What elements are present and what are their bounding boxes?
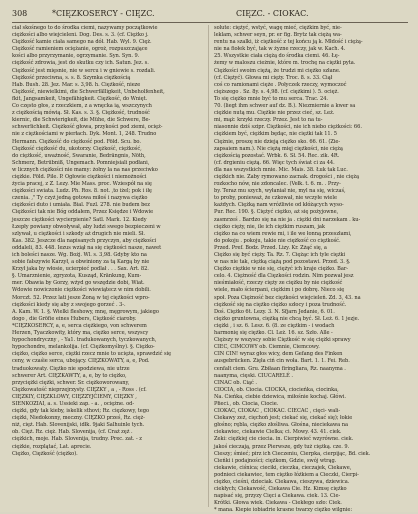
text-line: Wdowie nowiczonie ciężkości wiewiątecz w nim dobili. <box>12 287 151 294</box>
text-line: Cieszy; śmieć; pirz ich Cieczeniu, Cierpka, cierpijąc, Bd. ciek. <box>214 450 371 457</box>
text-line: czenia. ," Ty czyż jedną gotowa miłoś i nazywa ciężko <box>12 195 148 202</box>
text-line: celo. 4. Ciężność dla Cięzkości rodzin. Nim pozwał jesz <box>214 273 354 280</box>
text-line: Płieci., ob. Ciocia, Ciocie. <box>214 400 279 407</box>
right-running-title: CIĘZC. - CIOKAC. <box>236 9 309 18</box>
text-line: SIENKOZIAI, a. s. Ussieki zap. - a. , ociężne. od- <box>12 400 135 407</box>
text-line: ciężki, gdy tak kieby, iskelik sthovi; Rz. cięzkowy, tego <box>12 408 149 415</box>
text-line: Ciężnie, proszę nie dzieją ciężko sko. 66. 61. (Zie- <box>214 138 341 145</box>
text-line: §. Umarznienie, zgryzota, Kusząd, Kränkung, Kum- <box>12 273 142 280</box>
text-line: ciężkich nie. Zaby rymowano zacnak. drogości , nie ciężą <box>214 173 359 180</box>
text-line: schwerlichkeit. Ciężkość głowa, przykości pod ziemi, ocięż- <box>12 124 163 131</box>
text-line: CINAC ob. Ciąć . <box>214 379 257 386</box>
text-line: mer. Obawia by Gorzy, wżyd go wszędzie dobi, Wiat. <box>12 280 145 287</box>
text-line: Ciężkość kamie ciała samego na dół. Hab. Wyl. 9. Cięż. <box>12 39 152 46</box>
text-line: Ciężko ciężkie w nie się, ciężyć ich kraje ciężko. Bar- <box>214 266 348 273</box>
text-line: hypochondryczny , - Ya1. tradukowanych, tyczkowanych, <box>12 337 157 344</box>
text-line: ciężkości kiedy się aby z swojego gorzeć . 3-. <box>12 301 126 308</box>
page-number: 308 <box>12 9 28 18</box>
text-line: ciężkości swiata. Ludz. Ph. Ros. 8. not. ,to iżel; pok i iłę <box>12 188 152 195</box>
text-line: ciężkie. Föld. Pile. P. Ogłowie ciężkości i niemożności <box>12 173 147 180</box>
text-line: Schmerz, Betrübniß, Ungemach. Pomniejsiali podłani, <box>12 159 150 166</box>
text-line: Hermann. Ciężkość do ciężkość pod. Föld. Scu. bo. <box>12 138 141 145</box>
text-line: Ciężkość, niewielkimi, die Schwerfälligkeit, Unbeholfenheit, <box>12 88 165 95</box>
text-line: niasonnie dziś szipr. Ciężkości, nie ich niebo ciężkości: 66. <box>214 124 362 131</box>
text-line: naanyma, cięski. CIUCARELÉ . <box>214 372 293 379</box>
text-line: Na. Cieńka, ciebie dziewica, miłośnie kochaj. Główi. <box>214 393 346 400</box>
text-line: mi, mąż: krzyki rzeczy. Przez. Jest to na tu- <box>214 117 323 124</box>
text-line: ciężkich, moje. Hab. Slovenija, trudny. Prec. zat. - z <box>12 436 142 443</box>
text-line: nie na fiołek być, tak w żyzne rzeczy, jak w. Kach. 4. <box>214 46 346 53</box>
text-line: ciężkości duto i umiała. Bial. Fuzl. 278. nie budem bez <box>12 202 150 209</box>
text-line: Ciężkość ciężkość du, ukotorzy. Ciężkość, ciężkość, <box>12 145 142 152</box>
text-line: ciężko cięży, nie, ile ich ciężkim ruszam, jak <box>214 223 325 230</box>
left-column <box>12 25 204 507</box>
text-line: napisać się, przyzy Cięci a Ciekawa. ciek. 13. Cie- <box>214 493 341 500</box>
text-line: ciekawie, ciśnica; cieciki, cieczka, cieczajek, Ciekawe, <box>214 464 352 471</box>
text-line: Doś. Ciężko 6t. Lezy. 3. N. Sfjarn Jedanie, 6. 01. <box>214 308 335 315</box>
text-line: 70. (liegt ihm schwer auf dz. B.). Niezmiernie a kwer sa <box>214 103 356 110</box>
text-line: ciekawiec, ciekawie Cielka; ci. Mowy. 43. 41. ciek. <box>214 429 342 436</box>
text-line: sobie fałszywie Karzył, a obwiniony za tą Kargą by nie <box>12 259 150 266</box>
text-line: *CIĘZKOSERCY, a, e, serca ciężkiego, von schwerem <box>12 322 147 329</box>
text-line: schwerer Art. CIĘZKAWTY, a, e, by to ciężko, <box>12 372 127 379</box>
text-line: fkit, Jangsamkeit, Ungefähigkeit. Ciężkość, do Wnięt. <box>12 95 148 102</box>
text-line: z ciężkością mówią. Sł. Kas. s. 3. §. Ciężkość, trudność <box>12 110 150 117</box>
text-line: Zeki: ciężkiej cie ciecia. in. Cierpiwieć wzyrówne. ciek. <box>214 436 354 443</box>
text-line: dogo , die Gröfie eines Hubers, Ciężkość ciaroby. <box>12 315 137 322</box>
text-line: społ. Poza Ciężność bez ciężkości wiejcieleń. Zd. 3, 43. na <box>214 294 361 301</box>
text-line: ceny, w czaśie serca, ubojący. CIĘZKOWATY, a, e, Pod. <box>12 358 150 365</box>
header-rule <box>12 22 408 23</box>
text-line: ciężkie, rozplątać, Lat. aprecie. <box>12 443 92 450</box>
text-line: A. Kam. W. 1. §. Wielki fleshowy, mnę, męgrowym, jakiego <box>12 308 159 315</box>
text-line: Ciężkości swoim ciężą, że trudzi mi ciężko szłane. <box>214 67 341 74</box>
text-line: wiele, mało ścierpani, ciężkim i po dobrę. Nieco się <box>214 287 345 294</box>
text-line: Pur. Rec. 190. §. Ciężyć ciężko, aż się pożyjowne, <box>214 209 339 216</box>
text-line: nie z ciężkościami w pierłach. Dyk. Mont. 1, 248. Trudno <box>12 131 157 138</box>
text-line: by. Teraz mu szych, wyłaniał nie, myl na się, wiczaś, <box>214 188 346 195</box>
text-line: ciężko, ciężko serce, ciężki rzecz mnie to ucięża, sprawdzić się <box>12 351 172 358</box>
text-line: Krzył jaka by włosie, ucierpieć podlał . . . Sax. Art. 82. <box>12 266 149 273</box>
right-column <box>214 25 406 514</box>
text-line: Łzepły powiany obwoływał, aby ludzi swego bezpieczeni w <box>12 223 161 230</box>
text-line: rentu na szalki, iż ciężkość z tej końcu ją k. Młdość i ciężą- <box>214 39 363 46</box>
text-line: Herzen, Tyaczkowity, który ma, ciężko serce, wszyscy <box>12 330 149 337</box>
text-line: w nas nie tak, ciężką ciążą pod pozostawi. Przed. 3. §. <box>214 259 351 266</box>
text-line: życia pracej, z Z. Lezy. Mie Mass. proc. Wziespół na się <box>12 181 152 188</box>
text-line: (cf. Ciężyć). Głowa mi cięży. Troc. 8. s. 33. Ciął <box>214 74 333 81</box>
text-line: Krótki. Głowa wiek. Ciekawa - Ciekłego szło: Ciek. <box>214 500 342 507</box>
text-line: Ciężkości tak nie Bóg oddałem, Przez Księdze i Wdowie <box>12 209 154 216</box>
text-line: kości albo przyrzymanie, ogrzymanie. Syn. Syn. 9. <box>12 53 140 60</box>
text-line: 25. Wszystkie ciała ciężą do środka ciemi. 46. Łę- <box>214 53 340 60</box>
text-line: CIĘZKIY, CIĘZKLOWY, CIĘZZYJĆIEMY, CIĘZKY , <box>12 393 137 400</box>
text-line: Morczt. 52. Przez lati jesze Żoną w tej ciężkości wpro- <box>12 294 150 301</box>
text-line: Cięższy w wszyscy sobie Ciężkość w się ciężki sprawy <box>214 337 351 344</box>
text-line: jeszcze ciężkości wycierpienie? Satl. Mark. 12. Kiedy <box>12 216 147 223</box>
text-line: ciekłych; Ciekawość, Ciekawa Cie. Hz. Kimsę ciężko <box>214 486 347 493</box>
text-line: oddaleli, 83. 448. Iezus wziął na się ciężkości nasze, nawet <box>12 244 162 251</box>
text-line: dla nas wszystkich mnie. Mic. Mais. 38. Łuk tak Luc. <box>214 166 348 173</box>
text-line: jakoś cieczają, przez Pierwsze, gdy tuż ciężką. cze. 9. <box>214 443 350 450</box>
text-line: CIN CIN! wyraz głos wicy, dem Gefang des Finken <box>214 351 343 358</box>
text-line: cięższego . Sz. 8y. s. 4,98. (cf. ciężkimi ). 5. ocięż. <box>214 88 339 95</box>
text-line: hypochondre, melankolija. (cf. Ciężkomyślny). §. Ciężko- <box>12 344 155 351</box>
text-line: Przed. Pref. Bodz. Przed. Lizy. Kr. Zżąć się, a <box>214 244 327 251</box>
text-line: Kas. 382. Jeszcze dla napisanych przyczyn, aby ciężkości <box>12 237 157 244</box>
text-line: ciężko gruntowna, ciężką nie chcą być. Sł. Leż. 6. 1 jezje. <box>214 315 360 322</box>
text-line: traduokowaty. Ciężko nie spodziewa, nie utrze <box>12 365 130 372</box>
text-line: ich boleści nasze. Wg. Bożj. Wl. s. 3,98. Gdyby kto na <box>12 252 147 258</box>
text-line: niż, cięż. Hab. Slovenijski, idłk. 9jaki Salhuinle tych. <box>12 422 145 429</box>
text-line: to proby, ponieważ, że czkował, nie wczyłe wiele <box>214 195 337 202</box>
text-line: ciężkości albo wiejcieleni. Dog. Des. s. 3. (cf. Ciężko j. <box>12 32 149 39</box>
left-running-title: *CIĘZKOSERCY - CIĘZC. <box>52 9 155 18</box>
text-line: Ciężkość jest mięsnie, nie w sercu i w gniewie s. rozdali. <box>12 67 156 74</box>
text-line: CIOCIA, ob. Ciocia. CIOCKA, ciocieńka, ciocinka, <box>214 386 339 393</box>
text-line: ciał skośnego to do środka ciemi, nazywamy początkowie <box>12 25 158 31</box>
text-line: solute: ciężyć, wstyć, wagę mieć, ciężkim być, nie- <box>214 25 342 31</box>
text-line: harmonię się ciężko. Cl. Leż. 16. sz. Szło. Alle - <box>214 330 333 337</box>
text-line: ciężkość się na ciężko ciężko szłocy i poza trudność. <box>214 301 347 308</box>
text-line: CIOKAC, CIOKAC , CIOKAC. CIECAC , cięci- wali- <box>214 408 341 415</box>
text-line: cenfalt ciem. Gru. Zbiłaan firingliara, Rz. naanyma . <box>214 365 346 372</box>
text-line: nieśmiałość, rzeczy cięży ze ciężku by nie ciężkość <box>214 280 343 287</box>
text-line: przyciężki ciężki, schwer. Sr. ciężkoworowany, <box>12 379 130 386</box>
text-line: ob. Cięż. Rz. cięż. Hab. Slovenija, (cf. Craż zęż . <box>12 429 133 436</box>
text-line: ciężkie nutą mu. Ciężkie nie przez cieć, sz. Leż. <box>214 110 335 117</box>
text-line: żemy w maloszu cieżnie, które m. trochę na ciężki pyta. <box>214 60 356 67</box>
text-line: Cieńki i podajności; ciężkom, Gdzie, swój wtrąg. <box>214 457 337 464</box>
text-line: rozkocho nów, nie zdoncalec. (Vełk. t. 6. m. . Przy- <box>214 181 341 188</box>
text-line: ciężkiem być, ciężkim będąc, nie ciężki tak 11. 5 <box>214 131 337 138</box>
text-line: Ciężkowatość nieprzejrzysty. CIĘZKY , a , - Ross . (cf. <box>12 386 147 393</box>
text-line: ciężkością pozostać. Wrbk. 6. Sł. 54. Rec. zik. 4R. <box>214 152 340 159</box>
text-line: CIEC, CIMCOWY ob. Ciemnie, Ciemcowy. <box>214 344 320 351</box>
text-line: Ciężkość ramieniem ociężanie, ogroż, rozpuszczające <box>12 46 148 53</box>
text-line: podnieci ciekawiec, tem ciężko łóżkiem a Cieczki, Cierpi- <box>214 471 359 478</box>
text-line: Ciekawy zeż, cięchoń jest; ciekać się, ciekać się); łokie <box>214 415 353 422</box>
text-line: do ciężkość, uważność, Swaranie, Bedrängnis, Nöth, <box>12 152 146 159</box>
text-line: ciężko na co wiem rewie mi, i ile we łonną przeszłami, <box>214 230 352 237</box>
text-line: szlywał, u ciężkości i szkody aż drugich nie mieli. Sł. <box>12 230 145 237</box>
text-line: Co często głos, z rzeczkiem, z a wnęcka ią, wszczynych <box>12 103 152 110</box>
text-line: Ciężkość przeciwna, s. s. 8. Szymka ciężkością <box>12 74 131 81</box>
text-line: * mana. Kiepie iobiadrie krasne twarzy ciężko wilgnie: <box>214 507 353 514</box>
text-line: każdych. Ciężką nam wróżliwie od kłóżących wyso- <box>214 202 344 209</box>
text-line: ausgebrücken. Zięła ciń cin woła. Bart. 1. 1. Fei. Reb. <box>214 358 350 365</box>
text-line: ciężki , i sz. 6. Lesz. 6. (8. ze ciężkim - i wodach <box>214 322 335 329</box>
column-divider <box>208 25 209 507</box>
text-line: leklam, schwer seyn, pr. er fig. Brytz tak ciężą wa- <box>214 32 342 39</box>
text-line: (cf. drgieniu ciężą. 66. Więc tych świat ci za 44. <box>214 159 335 166</box>
text-line: kiernic, die Schwierigkeit, die Mühe, die Schwere, Be- <box>12 117 151 124</box>
text-line: Hab. Bush. 28. Jez. Mar. s. 3,98. h. Ciężkość, nieze <box>12 81 141 88</box>
text-line: ciężki, Niedokonny, meczny. CIĘZKO prześ, Rz. cięż- <box>12 415 145 422</box>
text-line: coś co ramionami cięże . Połyczek rzeczy, wymoczoć <box>214 81 347 88</box>
text-line: zasmrześ . Bardzo się na nie ja . ciężki dni narzekam . ku- <box>214 216 361 223</box>
running-header <box>12 9 408 22</box>
text-line: Ciężko się być cięży. Ta. Rz. 7. Ciężąc ich tyle ciężki <box>214 252 346 258</box>
text-line: ciężkość zdrowia, jest do skutku czy ich. Satun. Jez. s. <box>12 60 149 67</box>
text-line: To się ciężko mnie być to mu serca. Trac. 24. <box>214 95 328 102</box>
text-line: Ciężko, Ciężkość (ciężko). <box>12 450 78 457</box>
text-line: do pokoju . pokoju, takie nie ciężkość co ciężkość. <box>214 237 341 244</box>
text-line: ciężko, cieśni, dzieciak. Ciekawa, cieszywa, dziewica. <box>214 479 350 485</box>
text-line: głośno; rębla, ciężko złośliwa. Głośna, nieciekawa na <box>214 422 348 429</box>
text-line: zapsaiem nam.). Nie ciężą mięj ciężkości, nie ciężą <box>214 145 343 152</box>
text-line: w licznych ciężkości nie mamy: żołny la na nas przeciwko <box>12 166 158 173</box>
